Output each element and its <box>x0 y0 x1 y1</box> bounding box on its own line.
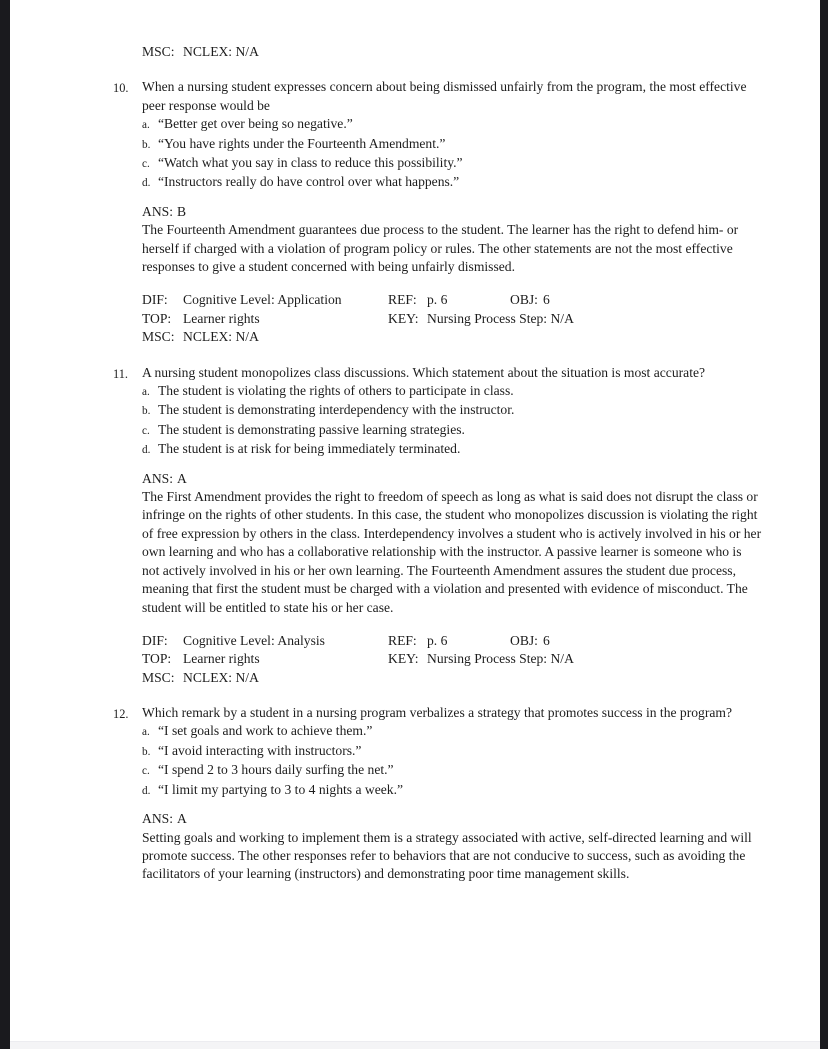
answer-option-d <box>142 781 775 800</box>
option-text: “Instructors really do have control over what happens.” <box>158 174 460 190</box>
msc-label: MSC: <box>142 329 175 345</box>
metadata-row <box>142 328 775 346</box>
options-list <box>142 722 775 800</box>
answer-option-d <box>142 173 775 192</box>
question-stem: A nursing student monopolizes class discussions. Which statement about the situation is most accurate? <box>142 364 706 380</box>
question-stem: When a nursing student expresses concern about being dismissed unfairly from the program, the most effective peer response would be <box>142 79 747 113</box>
obj-value: 6 <box>543 292 550 308</box>
answer-label: ANS: <box>142 811 173 827</box>
answer-option-a <box>142 115 775 134</box>
msc-value: NCLEX: N/A <box>183 44 259 59</box>
option-text: The student is violating the rights of others to participate in class. <box>158 383 514 399</box>
question-number: 10. <box>113 81 129 96</box>
top-label: TOP: <box>142 651 172 667</box>
dif-value: Cognitive Level: Application <box>183 292 342 308</box>
key-value: Nursing Process Step: N/A <box>427 310 574 326</box>
option-text: The student is demonstrating passive learning strategies. <box>158 421 465 437</box>
answer-option-b <box>142 742 775 761</box>
answer-block <box>142 203 775 277</box>
option-letter: b. <box>142 405 151 418</box>
page-bottom-edge <box>10 1041 820 1049</box>
answer-line <box>142 203 775 221</box>
key-label: KEY: <box>388 310 419 326</box>
option-text: “I set goals and work to achieve them.” <box>158 723 373 739</box>
metadata-row <box>142 291 775 309</box>
page-content <box>113 0 775 884</box>
metadata-row <box>142 650 775 668</box>
metadata-row <box>142 310 775 328</box>
option-letter: d. <box>142 177 151 190</box>
option-text: “I avoid interacting with instructors.” <box>158 742 362 758</box>
answer-line <box>142 470 775 488</box>
option-letter: c. <box>142 158 150 171</box>
answer-value: A <box>177 811 187 827</box>
msc-value: NCLEX: N/A <box>183 669 259 685</box>
option-text: “Better get over being so negative.” <box>158 116 353 132</box>
option-letter: b. <box>142 745 151 758</box>
answer-label: ANS: <box>142 203 173 219</box>
answer-option-c <box>142 761 775 780</box>
ref-value: p. 6 <box>427 292 448 308</box>
dif-label: DIF: <box>142 632 168 648</box>
option-letter: a. <box>142 726 150 739</box>
option-letter: a. <box>142 119 150 132</box>
options-list <box>142 115 775 193</box>
msc-label: MSC: <box>142 669 175 685</box>
answer-rationale: Setting goals and working to implement them is a strategy associated with active, self-directed learning and will promote success. The other responses refer to behaviors that are not conducive to success, such as avoiding the facilitators of your learning (instructors) and demonstrating poor time management skills. <box>142 829 752 882</box>
question-block-12 <box>113 704 775 884</box>
question-block-10 <box>113 78 775 346</box>
metadata-row <box>142 669 775 687</box>
option-text: “I spend 2 to 3 hours daily surfing the net.” <box>158 762 394 778</box>
answer-value: A <box>177 470 187 486</box>
option-text: “Watch what you say in class to reduce this possibility.” <box>158 155 463 171</box>
answer-line <box>142 810 775 828</box>
question-number: 12. <box>113 707 129 722</box>
options-list <box>142 382 775 460</box>
answer-rationale: The First Amendment provides the right to freedom of speech as long as what is said does not disrupt the class or infringe on the rights of other students. In this case, the student who monopolizes discussion is violating the right of free expression by others in the class. Interdependency involves a student who is actively involved in his or her own learning and who has a collaborative relationship with the instructor. A passive learner is someone who is not actively involved in his or her own learning. The Fourteenth Amendment assures the student due process, meaning that first the student must be charged with a violation and presented with evidence of misconduct. The student will be entitled to state his or her case. <box>142 489 762 615</box>
option-text: “You have rights under the Fourteenth Amendment.” <box>158 135 446 151</box>
obj-label: OBJ: <box>510 632 538 648</box>
answer-block <box>142 470 775 617</box>
answer-option-a <box>142 382 775 401</box>
answer-value: B <box>177 203 187 219</box>
metadata-row <box>142 632 775 650</box>
top-value: Learner rights <box>183 651 260 667</box>
option-text: The student is at risk for being immediately terminated. <box>158 441 461 457</box>
top-label: TOP: <box>142 310 172 326</box>
option-letter: b. <box>142 138 151 151</box>
answer-option-c <box>142 154 775 173</box>
option-letter: c. <box>142 424 150 437</box>
option-letter: c. <box>142 765 150 778</box>
question-block-11 <box>113 364 775 687</box>
question-stem: Which remark by a student in a nursing program verbalizes a strategy that promotes success in the program? <box>142 705 733 721</box>
ref-value: p. 6 <box>427 632 448 648</box>
key-value: Nursing Process Step: N/A <box>427 651 574 667</box>
option-letter: d. <box>142 444 151 457</box>
question-metadata <box>142 632 775 687</box>
msc-value: NCLEX: N/A <box>183 329 259 345</box>
answer-option-a <box>142 722 775 741</box>
document-page <box>10 0 820 1049</box>
option-text: The student is demonstrating interdependency with the instructor. <box>158 402 515 418</box>
dif-value: Cognitive Level: Analysis <box>183 632 325 648</box>
ref-label: REF: <box>388 632 417 648</box>
carryover-meta-line <box>142 43 775 61</box>
obj-value: 6 <box>543 632 550 648</box>
answer-block <box>142 810 775 884</box>
key-label: KEY: <box>388 651 419 667</box>
option-letter: d. <box>142 784 151 797</box>
answer-label: ANS: <box>142 470 173 486</box>
ref-label: REF: <box>388 292 417 308</box>
option-letter: a. <box>142 386 150 399</box>
question-number: 11. <box>113 366 129 381</box>
top-value: Learner rights <box>183 310 260 326</box>
answer-option-c <box>142 421 775 440</box>
answer-option-d <box>142 440 775 459</box>
msc-label: MSC: <box>142 44 175 59</box>
obj-label: OBJ: <box>510 292 538 308</box>
question-metadata <box>142 291 775 346</box>
answer-option-b <box>142 401 775 420</box>
answer-rationale: The Fourteenth Amendment guarantees due process to the student. The learner has the right to defend him- or herself if charged with a violation of program policy or rules. The other statements are not the most effective responses to give a student concerned with being unfairly dismissed. <box>142 222 739 275</box>
dif-label: DIF: <box>142 292 168 308</box>
answer-option-b <box>142 135 775 154</box>
option-text: “I limit my partying to 3 to 4 nights a week.” <box>158 781 404 797</box>
